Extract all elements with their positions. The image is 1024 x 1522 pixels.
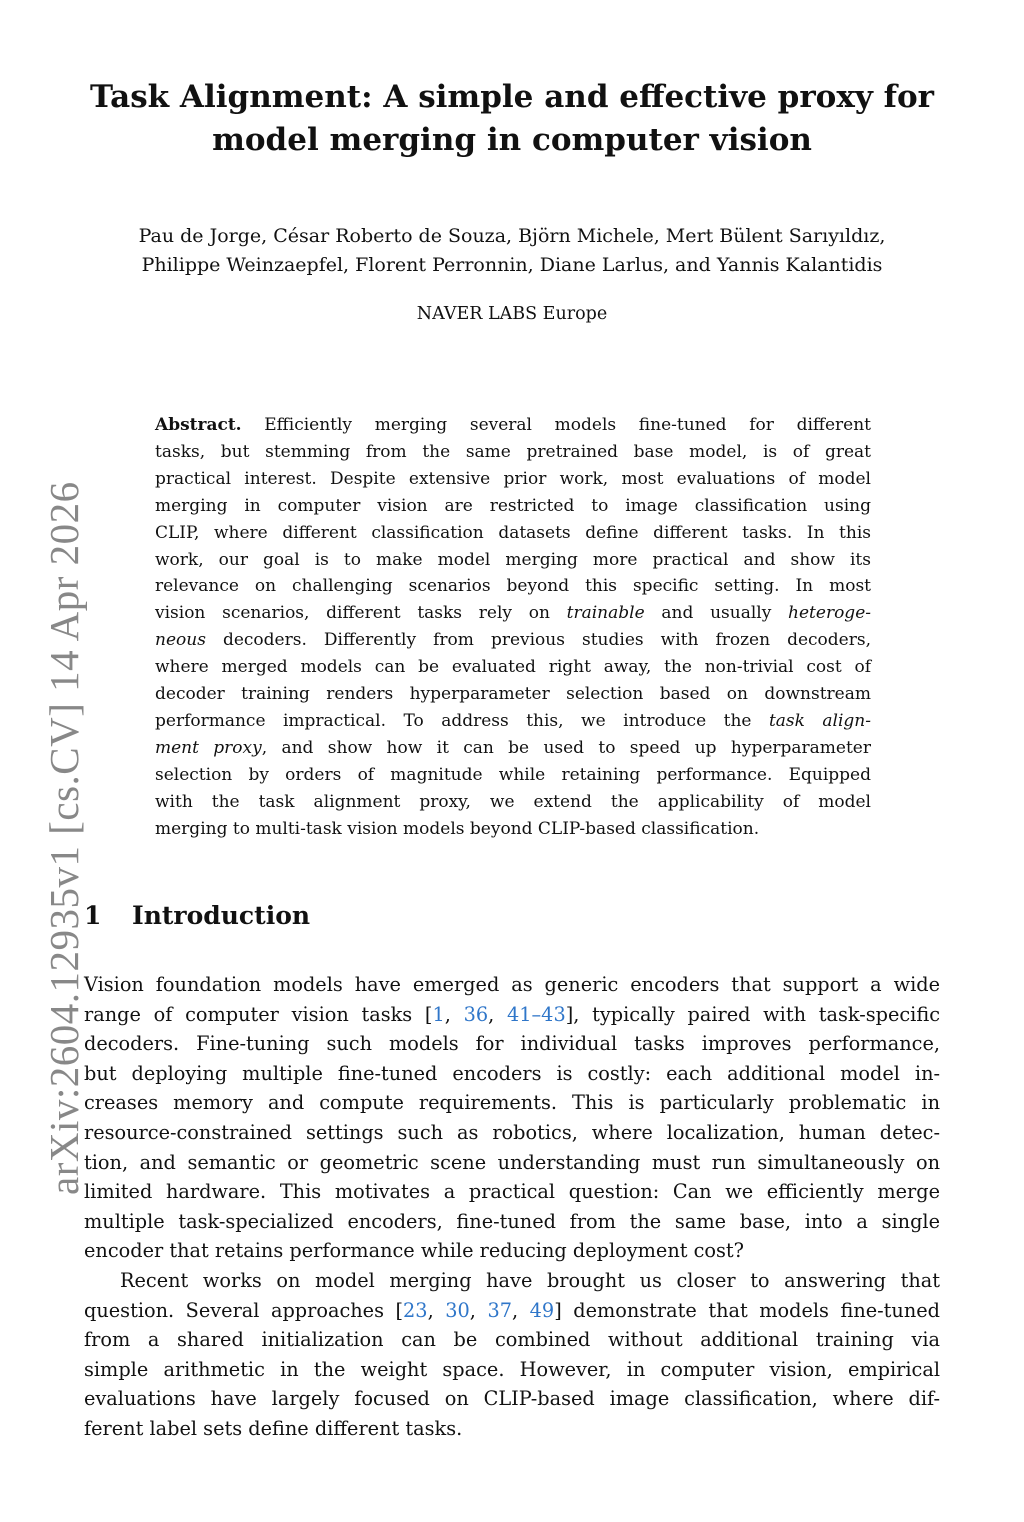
abstract-line: CLIP, where different classification datasets define different tasks. In this [155,522,871,543]
title-line: Task Alignment: A simple and effective proxy for [90,79,934,115]
citation-link[interactable]: 49 [529,1298,555,1322]
body-text: , [427,1298,446,1322]
paragraph-line: simple arithmetic in the weight space. However, in computer vision, empirical [84,1357,940,1381]
paragraph-line: creases memory and compute requirements. This is particularly problematic in [84,1091,940,1115]
abstract-line: with the task alignment proxy, we extend the applicability of model [155,791,871,812]
paragraph-line: evaluations have largely focused on CLIP-based image classification, where dif- [84,1387,940,1411]
paragraph-line: multiple task-specialized encoders, fine-tuned from the same base, into a single [84,1209,940,1233]
abstract-line: relevance on challenging scenarios beyond this specific setting. In most [155,576,871,597]
abstract-emphasis: heteroge- [788,603,871,624]
abstract-line [155,708,871,735]
abstract-line: practical interest. Despite extensive prior work, most evaluations of model [155,468,871,489]
citation-link[interactable]: 41–43 [507,1002,566,1026]
citation-link[interactable]: 23 [403,1298,428,1322]
paragraph-line: Recent works on model merging have brought us closer to answering that [120,1268,940,1292]
abstract-line: selection by orders of magnitude while retaining performance. Equipped [155,764,871,785]
abstract-line [155,600,871,627]
paragraph-line: encoder that retains performance while reducing deployment cost? [84,1239,744,1263]
abstract-text: Efficiently merging several models fine-tuned for different [241,415,871,435]
abstract-emphasis: trainable [566,603,645,624]
abstract-line: decoder training renders hyperparameter selection based on downstream [155,684,871,705]
section-number: 1 [84,901,102,930]
abstract [155,412,871,843]
abstract-line: where merged models can be evaluated right away, the non-trivial cost of [155,657,871,678]
paragraph-line: but deploying multiple fine-tuned encoders is costly: each additional model in- [84,1061,940,1085]
abstract-text: decoders. Differently from previous studies with frozen decoders, [205,630,871,651]
abstract-line: merging to multi-task vision models beyond CLIP-based classification. [155,818,760,839]
paragraph-line: ferent label sets define different tasks. [84,1416,463,1440]
citation-link[interactable]: 1 [432,1002,445,1026]
body-text: , [444,1002,464,1026]
body-text: , [469,1298,488,1322]
citation-link[interactable]: 37 [487,1298,512,1322]
paragraph-line: Vision foundation models have emerged as generic encoders that support a wide [84,973,940,996]
citation-link[interactable]: 30 [445,1298,470,1322]
title-line: model merging in computer vision [212,122,812,158]
paragraph-line: decoders. Fine-tuning such models for individual tasks improves performance, [84,1032,940,1056]
paragraph-line: limited hardware. This motivates a practical question: Can we efficiently merge [84,1180,940,1204]
introduction-body [84,970,940,1444]
author-line: Pau de Jorge, César Roberto de Souza, Björn Michele, Mert Bülent Sarıyıldız, [138,225,886,247]
author-line: Philippe Weinzaepfel, Florent Perronnin, Diane Larlus, and Yannis Kalantidis [141,254,883,276]
body-text: , [488,1002,507,1026]
abstract-text: performance impractical. To address this, we introduce the [155,710,769,731]
body-text: ] demonstrate that models fine-tuned [554,1298,941,1322]
paragraph-line: resource-constrained settings such as robotics, where localization, human detec- [84,1120,940,1144]
paragraph-line: from a shared initialization can be combined without additional training via [84,1328,940,1352]
affiliation: NAVER LABS Europe [416,304,608,324]
abstract-line [155,627,871,654]
abstract-line [155,735,871,762]
abstract-text: and usually [644,603,789,624]
paragraph-line [84,1296,940,1326]
citation-link[interactable]: 36 [463,1002,489,1026]
abstract-line: merging in computer vision are restricted to image classification using [155,495,871,516]
abstract-text: vision scenarios, different tasks rely on [155,603,567,624]
abstract-emphasis: neous [155,630,206,651]
abstract-emphasis: ment proxy [155,737,262,758]
paper-title [60,76,964,162]
abstract-line: work, our goal is to make model merging more practical and show its [155,549,871,570]
abstract-label: Abstract. [155,415,242,435]
paragraph-line: tion, and semantic or geometric scene understanding must run simultaneously on [84,1150,940,1174]
abstract-emphasis: task align- [768,710,871,731]
paragraph-line [84,1000,940,1030]
body-text: range of computer vision tasks [ [84,1002,433,1026]
abstract-line [155,412,871,439]
author-list [60,222,964,280]
arxiv-stamp: arXiv:2604.12935v1 [cs.CV] 14 Apr 2026 [41,481,87,1195]
abstract-text: , and show how it can be used to speed up hyperparameter [261,737,871,758]
body-text: ], typically paired with task-specific [565,1002,941,1026]
body-text: question. Several approaches [ [84,1298,404,1322]
section-title: Introduction [132,901,311,930]
abstract-line: tasks, but stemming from the same pretrained base model, is of great [155,441,871,462]
body-text: , [511,1298,530,1322]
section-heading-introduction [84,898,310,934]
